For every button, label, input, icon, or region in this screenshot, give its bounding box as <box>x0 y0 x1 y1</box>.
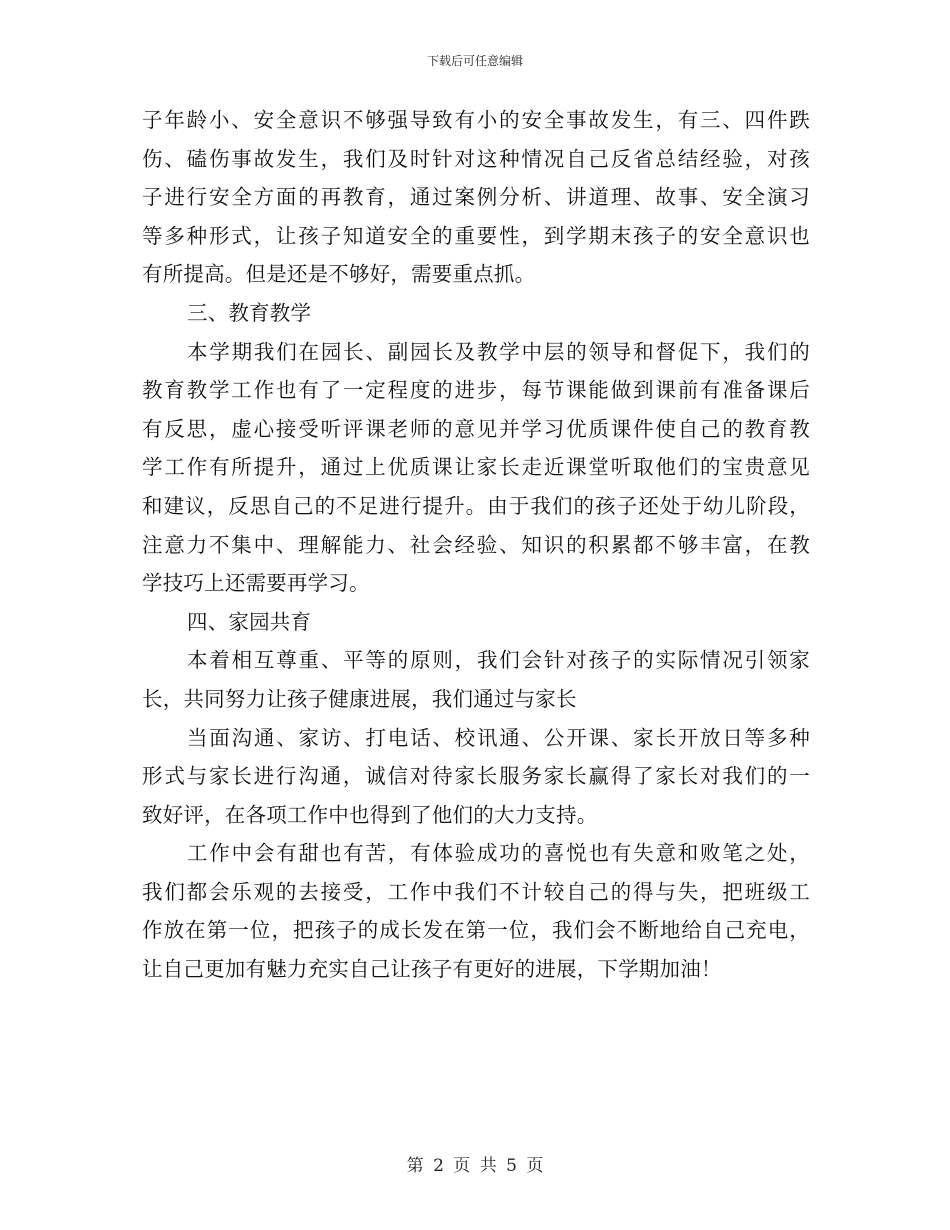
heading-text: 三、教育教学 <box>187 300 312 325</box>
text-line: 子年龄小、安全意识不够强导致有小的安全事故发生，有三、四件跌 <box>142 108 810 132</box>
text-line: 工作中会有甜也有苦，有体验成功的喜悦也有失意和败笔之处， <box>187 841 810 866</box>
text-line: 本学期我们在园长、副园长及教学中层的领导和督促下，我们的 <box>187 339 810 364</box>
text-line: 有反思，虚心接受听评课老师的意见并学习优质课件使自己的教育教 <box>142 416 810 441</box>
text-line: 学技巧上还需要再学习。 <box>142 571 370 596</box>
text-line: 等多种形式，让孩子知道安全的重要性，到学期末孩子的安全意识也 <box>142 223 810 248</box>
page-number: 第 2 页 共 5 页 <box>406 1156 544 1176</box>
paragraph <box>142 834 810 988</box>
text-line: 本着相互尊重、平等的原则，我们会针对孩子的实际情况引领家 <box>187 648 810 673</box>
document-body <box>142 101 810 989</box>
paragraph <box>142 719 810 835</box>
text-line: 我们都会乐观的去接受，工作中我们不计较自己的得与失，把班级工 <box>142 879 810 904</box>
text-line: 形式与家长进行沟通，诚信对待家长服务家长赢得了家长对我们的一 <box>142 764 810 789</box>
text-line: 让自己更加有魅力充实自己让孩子有更好的进展，下学期加油！ <box>142 957 722 982</box>
section-heading <box>142 294 810 333</box>
text-line: 子进行安全方面的再教育，通过案例分析、讲道理、故事、安全演习 <box>142 185 810 210</box>
text-line: 长，共同努力让孩子健康进展，我们通过与家长 <box>142 686 577 711</box>
text-line: 和建议，反思自己的不足进行提升。由于我们的孩子还处于幼儿阶段， <box>142 493 810 518</box>
text-line: 有所提高。但是还是不够好，需要重点抓。 <box>142 262 536 287</box>
paragraph <box>142 641 810 718</box>
text-line: 伤、磕伤事故发生，我们及时针对这种情况自己反省总结经验，对孩 <box>142 146 810 171</box>
text-line: 作放在第一位，把孩子的成长发在第一位，我们会不断地给自己充电， <box>142 918 810 943</box>
section-heading <box>142 603 810 642</box>
text-line: 注意力不集中、理解能力、社会经验、知识的积累都不够丰富，在教 <box>142 532 810 557</box>
page-header: 下载后可任意编辑 <box>426 54 523 68</box>
text-line: 致好评，在各项工作中也得到了他们的大力支持。 <box>142 802 598 827</box>
text-line: 当面沟通、家访、打电话、校讯通、公开课、家长开放日等多种 <box>187 725 810 750</box>
paragraph <box>142 333 810 603</box>
text-line: 教育教学工作也有了一定程度的进步，每节课能做到课前有准备课后 <box>142 378 810 403</box>
paragraph <box>142 101 810 294</box>
text-line: 学工作有所提升，通过上优质课让家长走近课堂听取他们的宝贵意见 <box>142 455 810 480</box>
heading-text: 四、家园共育 <box>187 609 312 634</box>
